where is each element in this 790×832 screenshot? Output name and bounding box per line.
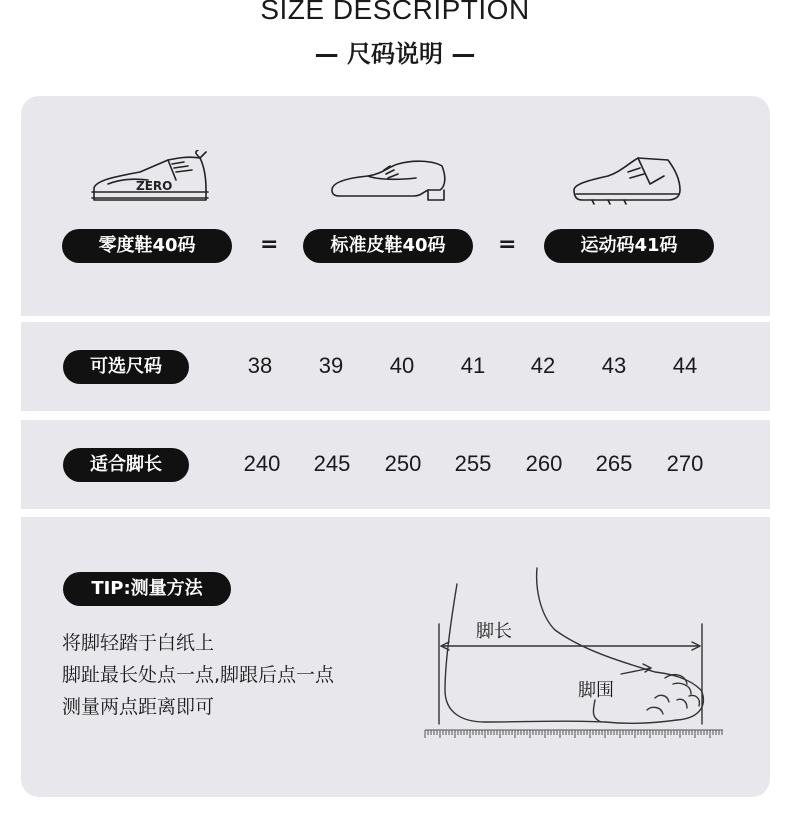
foot-length-label: 适合脚长 <box>63 448 189 482</box>
equiv-casual-label: 零度鞋40码 <box>62 229 232 263</box>
brand-logo: ZERO <box>136 179 173 193</box>
page-title: SIZE DESCRIPTION <box>260 0 530 25</box>
size-value: 43 <box>601 353 627 378</box>
equiv-running-label: 运动码41码 <box>544 229 714 263</box>
foot-length-value: 250 <box>384 451 422 476</box>
equiv-leather-label: 标准皮鞋40码 <box>303 229 473 263</box>
size-value: 41 <box>460 353 486 378</box>
tip-line: 测量两点距离即可 <box>62 696 215 718</box>
foot-length-value: 265 <box>595 451 633 476</box>
foot-length-value: 240 <box>243 451 281 476</box>
foot-measurement-diagram <box>415 560 735 750</box>
foot-length-value: 255 <box>454 451 492 476</box>
size-value: 40 <box>389 353 415 378</box>
running-shoe-icon <box>568 154 686 210</box>
casual-sneaker-icon <box>88 150 212 212</box>
leather-shoe-icon <box>328 156 452 206</box>
page-subtitle: — 尺码说明 — <box>314 40 476 68</box>
size-value: 39 <box>318 353 344 378</box>
ruler <box>425 730 722 738</box>
foot-girth-diagram-label: 脚围 <box>578 680 614 701</box>
foot-length-value: 260 <box>525 451 563 476</box>
tip-label: TIP:测量方法 <box>63 572 231 606</box>
size-value: 44 <box>672 353 698 378</box>
equals-sign: = <box>498 232 517 257</box>
tip-line: 脚趾最长处点一点,脚跟后点一点 <box>62 664 335 686</box>
equals-sign: = <box>260 232 279 257</box>
size-value: 38 <box>247 353 273 378</box>
tip-line: 将脚轻踏于白纸上 <box>62 632 215 654</box>
foot-length-value: 270 <box>666 451 704 476</box>
foot-length-value: 245 <box>313 451 351 476</box>
size-value: 42 <box>530 353 556 378</box>
foot-length-diagram-label: 脚长 <box>476 621 512 642</box>
sizes-label: 可选尺码 <box>63 350 189 384</box>
